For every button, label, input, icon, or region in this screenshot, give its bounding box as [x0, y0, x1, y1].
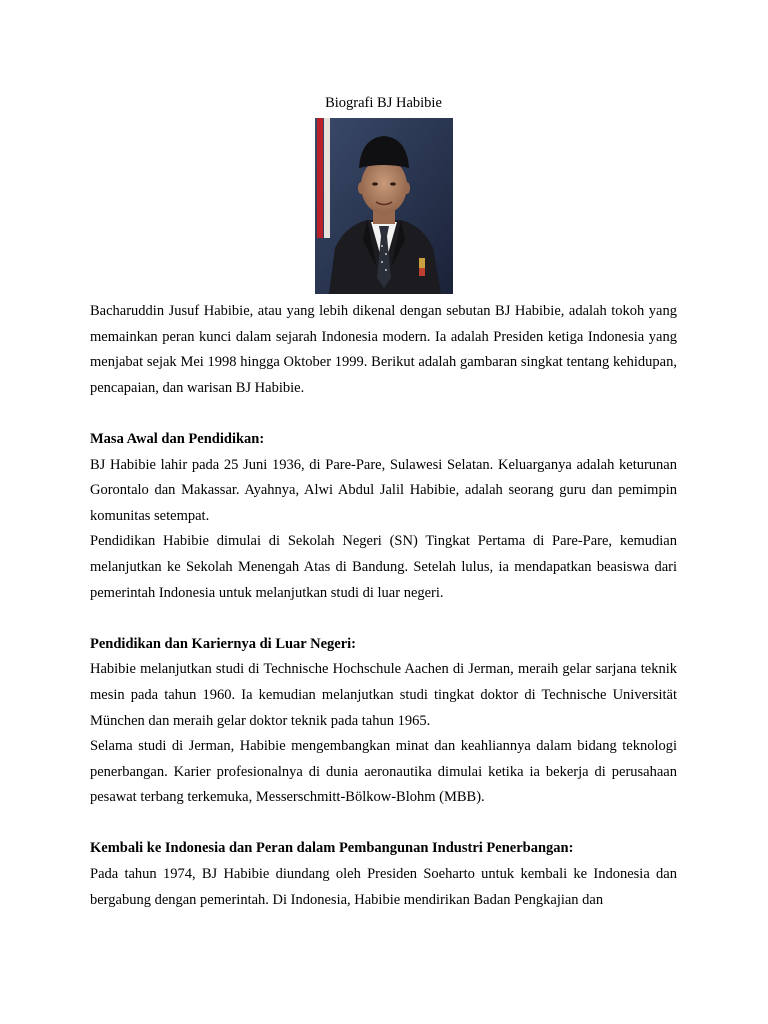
- portrait-photo: [315, 118, 453, 294]
- section-heading-return-to-indonesia: Kembali ke Indonesia dan Peran dalam Pembangunan Industri Penerbangan:: [90, 840, 574, 857]
- document-title: Biografi BJ Habibie: [325, 95, 442, 111]
- section-paragraph: Habibie melanjutkan studi di Technische Hochschule Aachen di Jerman, meraih gelar sarjana teknik mesin pada tahun 1960. Ia kemudian melanjutkan studi tingkat doktor di Technische Universität München dan meraih gelar doktor teknik pada tahun 1965.: [90, 661, 677, 729]
- intro-paragraph: Bacharuddin Jusuf Habibie, atau yang lebih dikenal dengan sebutan BJ Habibie, adalah tokoh yang memainkan peran kunci dalam sejarah Indonesia modern. Ia adalah Presiden ketiga Indonesia yang menjabat sejak Mei 1998 hingga Oktober 1999. Berikut adalah gambaran singkat tentang kehidupan, pencapaian, dan warisan BJ Habibie.: [90, 303, 677, 396]
- section-paragraph: Pada tahun 1974, BJ Habibie diundang oleh Presiden Soeharto untuk kembali ke Indonesia dan bergabung dengan pemerintah. Di Indonesia, Habibie mendirikan Badan Pengkajian dan: [90, 866, 677, 908]
- section-paragraph: BJ Habibie lahir pada 25 Juni 1936, di Pare-Pare, Sulawesi Selatan. Keluarganya adalah keturunan Gorontalo dan Makassar. Ayahnya, Alwi Abdul Jalil Habibie, adalah seorang guru dan pemimpin komunitas setempat.: [90, 456, 677, 524]
- section-paragraph: Selama studi di Jerman, Habibie mengembangkan minat dan keahliannya dalam bidang teknologi penerbangan. Karier profesionalnya di dunia aeronautika dimulai ketika ia bekerja di perusahaan pesawat terbang terkemuka, Messerschmitt-Bölkow-Blohm (MBB).: [90, 738, 677, 806]
- portrait-container: [90, 118, 677, 294]
- document-page: [90, 93, 677, 913]
- section-heading-career-abroad: Pendidikan dan Kariernya di Luar Negeri:: [90, 635, 356, 652]
- section-heading-early-life: Masa Awal dan Pendidikan:: [90, 430, 265, 447]
- section-paragraph: Pendidikan Habibie dimulai di Sekolah Negeri (SN) Tingkat Pertama di Pare-Pare, kemudian melanjutkan ke Sekolah Menengah Atas di Bandung. Setelah lulus, ia mendapatkan beasiswa dari pemerintah Indonesia untuk melanjutkan studi di luar negeri.: [90, 533, 677, 601]
